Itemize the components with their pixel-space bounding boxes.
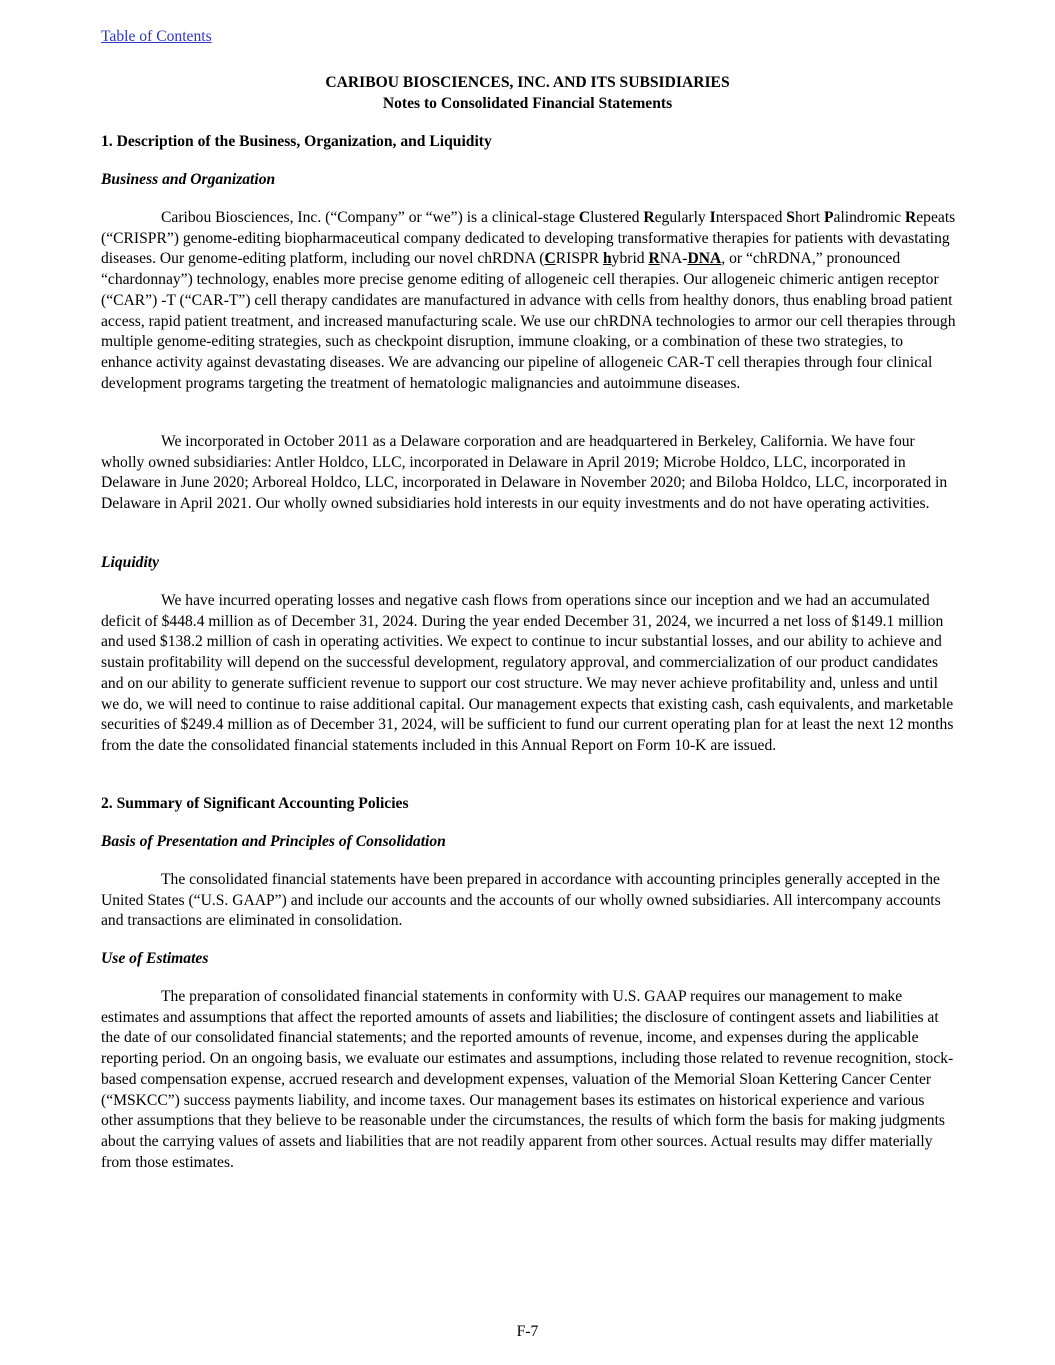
business-organization-heading: Business and Organization (101, 171, 276, 188)
notes-title: Notes to Consolidated Financial Statements (382, 95, 673, 112)
table-of-contents-link[interactable]: Table of Contents (101, 28, 212, 45)
incorporation-paragraph: We incorporated in October 2011 as a Delaware corporation and are headquartered in Berkeley, California. We have four wholly owned subsidiaries: Antler Holdco, LLC, incorporated in Delaware in April 2019; Microbe Holdco, LLC, incorporated in Delaware in June 2020; Arboreal Holdco, LLC, incorporated in Delaware in November 2020; and Biloba Holdco, LLC, incorporated in Delaware in April 2021. Our wholly owned subsidiaries hold interests in our equity investments and do not have operating activities. (101, 433, 948, 513)
basis-of-presentation-heading: Basis of Presentation and Principles of Consolidation (101, 833, 446, 850)
business-paragraph: Caribou Biosciences, Inc. (“Company” or “we”) is a clinical-stage Clustered Regularly Interspaced Short Palindromic Repeats (“CRISPR”) genome-editing biopharmaceutical company dedicated to developing transformative therapies for patients with devastating diseases. Our genome-editing platform, including our novel chRDNA (CRISPR hybrid RNA-DNA, or “chRDNA,” pronounced “chardonnay”) technology, enables more precise genome editing of allogeneic cell therapies. Our allogeneic chimeric antigen receptor (“CAR”) -T (“CAR-T”) cell therapy candidates are manufactured in advance with cells from healthy donors, thus enabling broad patient access, rapid patient treatment, and increased manufacturing scale. We use our chRDNA technologies to armor our cell therapies through multiple genome-editing strategies, such as checkpoint disruption, immune cloaking, or a combination of these two strategies, to enhance activity against devastating diseases. We are advancing our pipeline of allogeneic CAR-T cell therapies through four clinical development programs targeting the treatment of hematologic malignancies and autoimmune diseases. (101, 209, 956, 392)
section-2-heading: 2. Summary of Significant Accounting Policies (101, 795, 409, 812)
use-of-estimates-heading: Use of Estimates (101, 950, 209, 967)
page-number: F-7 (516, 1323, 539, 1340)
estimates-paragraph: The preparation of consolidated financial statements in conformity with U.S. GAAP requires our management to make estimates and assumptions that affect the reported amounts of assets and liabilities; the disclosure of contingent assets and liabilities at the date of our consolidated financial statements; and the reported amounts of revenue, income, and expenses during the applicable reporting period. On an ongoing basis, we evaluate our estimates and assumptions, including those related to revenue recognition, stock-based compensation expense, accrued research and development expenses, valuation of the Memorial Sloan Kettering Cancer Center (“MSKCC”) success payments liability, and income taxes. Our management bases its estimates on historical experience and various other assumptions that they believe to be reasonable under the circumstances, the results of which form the basis for making judgments about the carrying values of assets and liabilities that are not readily apparent from other sources. Actual results may differ materially from those estimates. (101, 988, 954, 1171)
liquidity-heading: Liquidity (101, 554, 160, 571)
liquidity-paragraph: We have incurred operating losses and negative cash flows from operations since our inception and we had an accumulated deficit of $448.4 million as of December 31, 2024. During the year ended December 31, 2024, we incurred a net loss of $149.1 million and used $138.2 million of cash in operating activities. We expect to continue to incur substantial losses, and our ability to achieve and sustain profitability will depend on the successful development, regulatory approval, and commercialization of our product candidates and on our ability to generate sufficient revenue to support our cost structure. We may never achieve profitability and, unless and until we do, we will need to continue to raise additional capital. Our management expects that existing cash, cash equivalents, and marketable securities of $249.4 million as of December 31, 2024, will be sufficient to fund our current operating plan for at least the next 12 months from the date the consolidated financial statements included in this Annual Report on Form 10-K are issued. (101, 592, 954, 754)
basis-paragraph: The consolidated financial statements have been prepared in accordance with accounting principles generally accepted in the United States (“U.S. GAAP”) and include our accounts and the accounts of our wholly owned subsidiaries. All intercompany accounts and transactions are eliminated in consolidation. (101, 871, 941, 930)
company-title: CARIBOU BIOSCIENCES, INC. AND ITS SUBSIDIARIES (325, 74, 730, 91)
section-1-heading: 1. Description of the Business, Organization, and Liquidity (101, 133, 492, 150)
